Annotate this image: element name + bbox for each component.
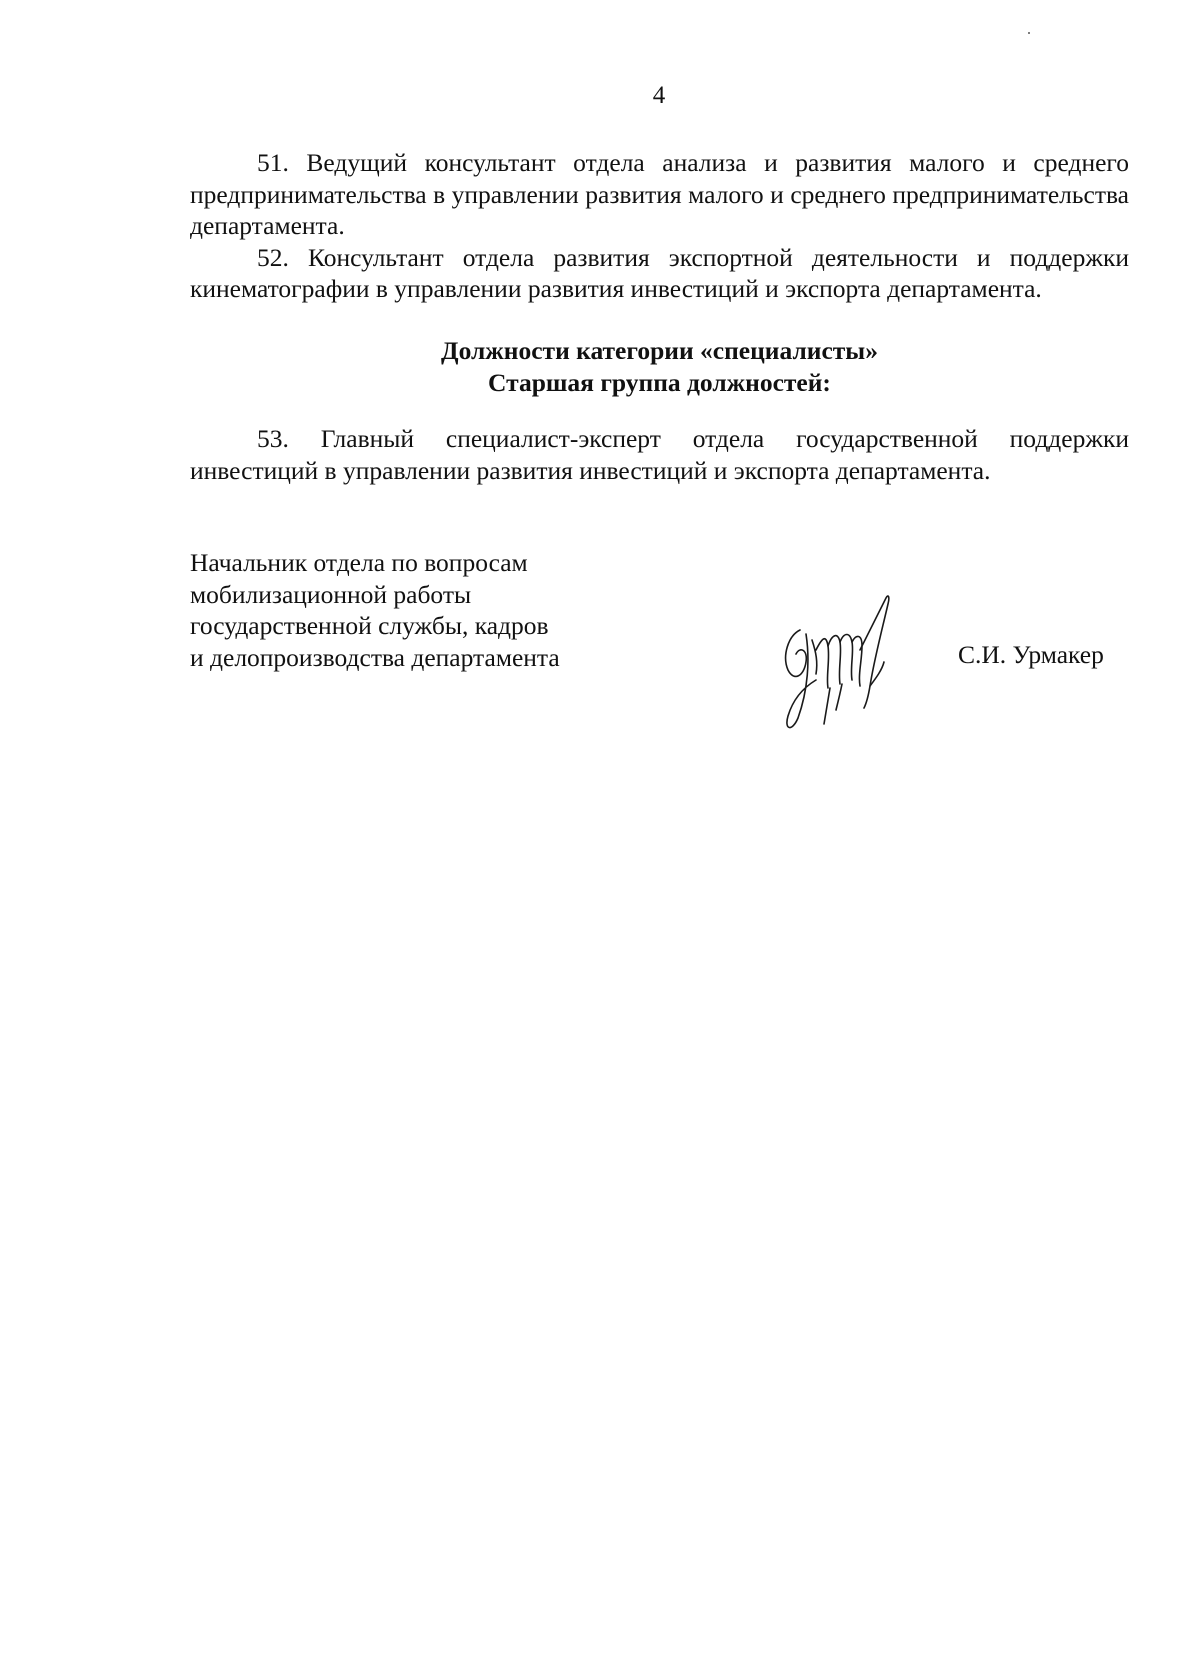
items-list [190,147,1129,305]
signer-position-line: Начальник отдела по вопросам [190,548,528,577]
list-item: 52. Консультант отдела развития экспортной деятельности и поддержки кинематографии в управлении развития инвестиций и экспорта департамента. [190,242,1129,303]
signer-position [190,547,560,673]
signer-position-line: государственной службы, кадров [190,611,549,640]
signer-name: С.И. Урмакер [958,640,1104,669]
list-item: 51. Ведущий консультант отдела анализа и развития малого и среднего предпринимательства в управлении развития малого и среднего предпринимательства департамента. [190,148,1129,240]
signer-position-line: и делопроизводства департамента [190,642,560,672]
section-heading [190,335,1129,399]
handwritten-signature [770,590,920,740]
page-number: 4 [652,82,666,109]
list-item: 53. Главный специалист-эксперт отдела государственной поддержки инвестиций в управлении развития инвестиций и экспорта департамента. [190,424,1129,485]
section-title: Должности категории «специалисты» [441,336,878,365]
signer-position-line: мобилизационной работы [190,579,472,609]
items-list [190,423,1129,486]
section-subtitle: Старшая группа должностей: [488,368,831,397]
scan-speck [1028,32,1030,34]
